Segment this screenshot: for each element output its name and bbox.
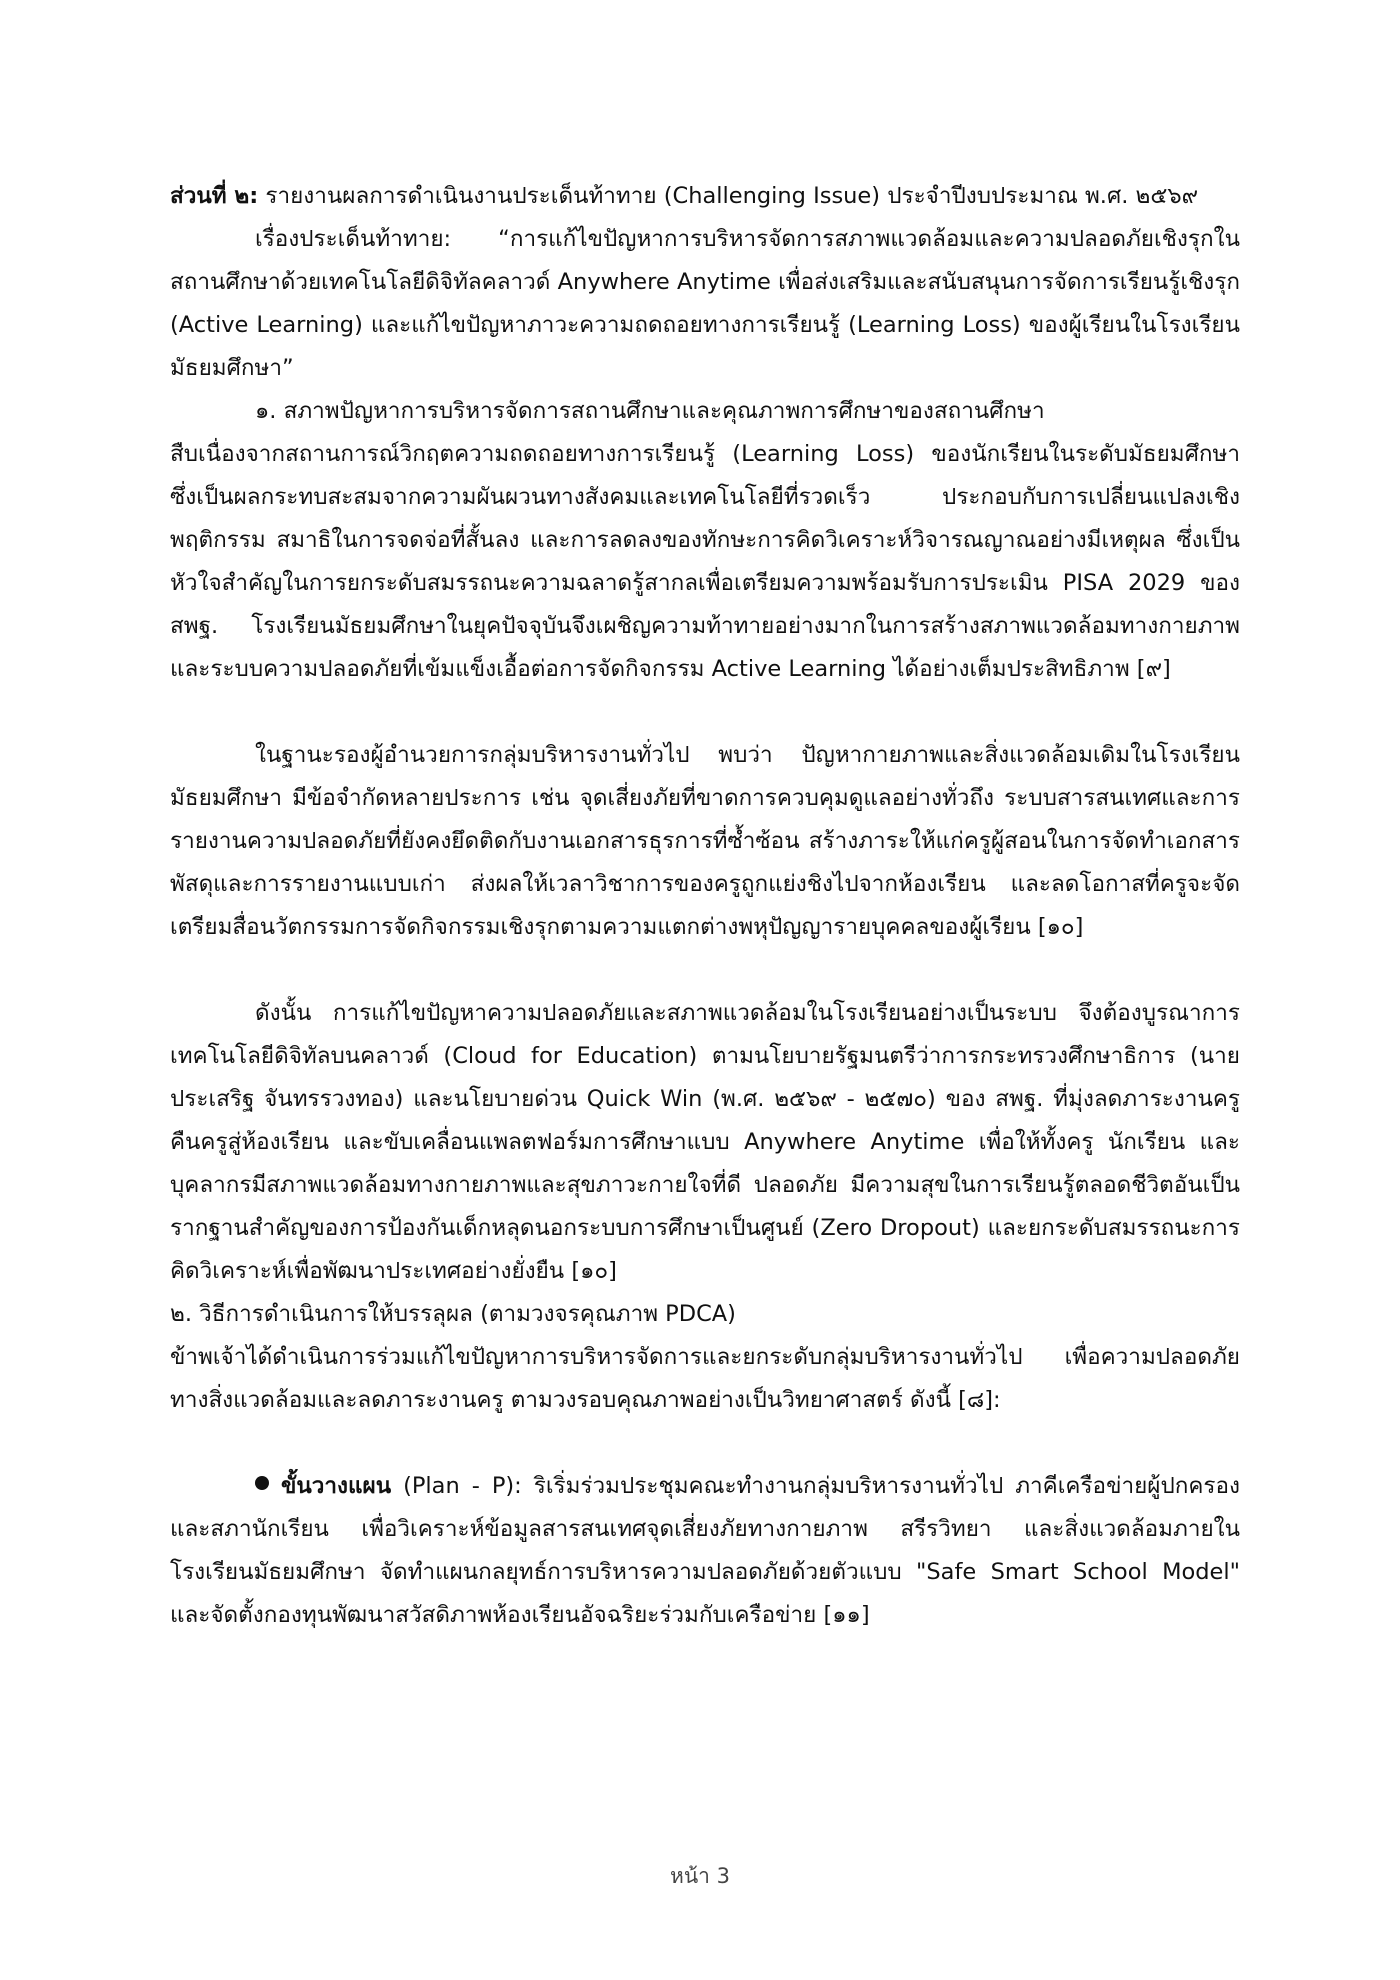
section-heading-text: รายงานผลการดำเนินงานประเด็นท้าทาย (Challenging Issue) ประจำปีงบประมาณ พ.ศ. ๒๕๖๙ xyxy=(258,183,1199,209)
challenge-topic: เรื่องประเด็นท้าทาย: “การแก้ไขปัญหาการบริหารจัดการสภาพแวดล้อมและความปลอดภัยเชิงรุกในสถานศึกษาด้วยเทคโนโลยีดิจิทัลคลาวด์ Anywhere Anytime เพื่อส่งเสริมและสนับสนุนการจัดการเรียนรู้เชิงรุก (Active Learning) และแก้ไขปัญหาภาวะความถดถอยทางการเรียนรู้ (Learning Loss) ของผู้เรียนในโรงเรียนมัธยมศึกษา” xyxy=(170,226,1240,381)
bullet-icon xyxy=(255,1476,269,1490)
page-number: หน้า 3 xyxy=(669,1864,731,1888)
item1-heading: ๑. สภาพปัญหาการบริหารจัดการสถานศึกษาและคุณภาพการศึกษาของสถานศึกษา xyxy=(255,398,1045,424)
item2-intro: ข้าพเจ้าได้ดำเนินการร่วมแก้ไขปัญหาการบริหารจัดการและยกระดับกลุ่มบริหารงานทั่วไป เพื่อความปลอดภัยทางสิ่งแวดล้อมและลดภาระงานครู ตามวงรอบคุณภาพอย่างเป็นวิทยาศาสตร์ ดังนี้ [๘]: xyxy=(170,1344,1240,1413)
document-body xyxy=(170,175,1240,1637)
item2-heading: ๒. วิธีการดำเนินการให้บรรลุผล (ตามวงจรคุณภาพ PDCA) xyxy=(170,1301,736,1327)
section-heading xyxy=(170,175,1240,218)
item1-paragraph-2: ในฐานะรองผู้อำนวยการกลุ่มบริหารงานทั่วไป พบว่า ปัญหากายภาพและสิ่งแวดล้อมเดิมในโรงเรียนมัธยมศึกษา มีข้อจำกัดหลายประการ เช่น จุดเสี่ยงภัยที่ขาดการควบคุมดูแลอย่างทั่วถึง ระบบสารสนเทศและการรายงานความปลอดภัยที่ยังคงยึดติดกับงานเอกสารธุรการที่ซ้ำซ้อน สร้างภาระให้แก่ครูผู้สอนในการจัดทำเอกสารพัสดุและการรายงานแบบเก่า ส่งผลให้เวลาวิชาการของครูถูกแย่งชิงไปจากห้องเรียน และลดโอกาสที่ครูจะจัดเตรียมสื่อนวัตกรรมการจัดกิจกรรมเชิงรุกตามความแตกต่างพหุปัญญารายบุคคลของผู้เรียน [๑๐] xyxy=(170,742,1240,940)
section-heading-label: ส่วนที่ ๒: xyxy=(170,183,259,209)
plan-step-text: (Plan - P): ริเริ่มร่วมประชุมคณะทำงานกลุ่มบริหารงานทั่วไป ภาคีเครือข่ายผู้ปกครอง และสภานักเรียน เพื่อวิเคราะห์ข้อมูลสารสนเทศจุดเสี่ยงภัยทางกายภาพ สรีรวิทยา และสิ่งแวดล้อมภายในโรงเรียนมัธยมศึกษา จัดทำแผนกลยุทธ์การบริหารความปลอดภัยด้วยตัวแบบ "Safe Smart School Model" และจัดตั้งกองทุนพัฒนาสวัสดิภาพห้องเรียนอัจฉริยะร่วมกับเครือข่าย [๑๑] xyxy=(170,1473,1240,1628)
plan-step-label: ขั้นวางแผน xyxy=(281,1473,392,1499)
plan-step xyxy=(170,1465,1240,1637)
item1-paragraph-3: ดังนั้น การแก้ไขปัญหาความปลอดภัยและสภาพแวดล้อมในโรงเรียนอย่างเป็นระบบ จึงต้องบูรณาการเทคโนโลยีดิจิทัลบนคลาวด์ (Cloud for Education) ตามนโยบายรัฐมนตรีว่าการกระทรวงศึกษาธิการ (นายประเสริฐ จันทรรวงทอง) และนโยบายด่วน Quick Win (พ.ศ. ๒๕๖๙ - ๒๕๗๐) ของ สพฐ. ที่มุ่งลดภาระงานครู คืนครูสู่ห้องเรียน และขับเคลื่อนแพลตฟอร์มการศึกษาแบบ Anywhere Anytime เพื่อให้ทั้งครู นักเรียน และบุคลากรมีสภาพแวดล้อมทางกายภาพและสุขภาวะกายใจที่ดี ปลอดภัย มีความสุขในการเรียนรู้ตลอดชีวิตอันเป็นรากฐานสำคัญของการป้องกันเด็กหลุดนอกระบบการศึกษาเป็นศูนย์ (Zero Dropout) และยกระดับสมรรถนะการคิดวิเคราะห์เพื่อพัฒนาประเทศอย่างยั่งยืน [๑๐] xyxy=(170,1000,1240,1284)
item1-paragraph-1: สืบเนื่องจากสถานการณ์วิกฤตความถดถอยทางการเรียนรู้ (Learning Loss) ของนักเรียนในระดับมัธยมศึกษา ซึ่งเป็นผลกระทบสะสมจากความผันผวนทางสังคมและเทคโนโลยีที่รวดเร็ว ประกอบกับการเปลี่ยนแปลงเชิงพฤติกรรม สมาธิในการจดจ่อที่สั้นลง และการลดลงของทักษะการคิดวิเคราะห์วิจารณญาณอย่างมีเหตุผล ซึ่งเป็นหัวใจสำคัญในการยกระดับสมรรถนะความฉลาดรู้สากลเพื่อเตรียมความพร้อมรับการประเมิน PISA 2029 ของ สพฐ. โรงเรียนมัธยมศึกษาในยุคปัจจุบันจึงเผชิญความท้าทายอย่างมากในการสร้างสภาพแวดล้อมทางกายภาพและระบบความปลอดภัยที่เข้มแข็งเอื้อต่อการจัดกิจกรรม Active Learning ได้อย่างเต็มประสิทธิภาพ [๙] xyxy=(170,441,1240,682)
